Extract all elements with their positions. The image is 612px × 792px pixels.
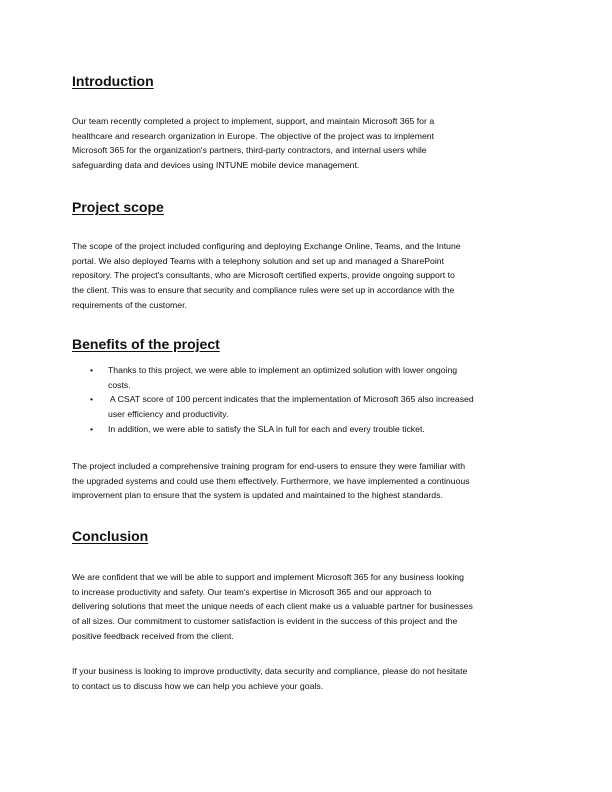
bullet-item [90, 392, 474, 421]
bullet-icon: • [90, 423, 94, 434]
paragraph [72, 239, 461, 312]
text-line: repository. The project's consultants, who are Microsoft certified experts, provide ongoing support to [72, 270, 455, 281]
paragraph [72, 114, 434, 173]
text-line: user efficiency and productivity. [108, 409, 229, 420]
text-line: of all sizes. Our commitment to customer satisfaction is evident in the success of this project and the [72, 616, 458, 627]
section-heading: Project scope [72, 199, 164, 215]
text-line: In addition, we were able to satisfy the SLA in full for each and every trouble ticket. [108, 423, 425, 434]
text-line: the client. This was to ensure that security and compliance rules were set up in accordance with the [72, 285, 455, 296]
bullet-icon: • [90, 394, 94, 405]
text-line: improvement plan to ensure that the system is updated and maintained to the highest standards. [72, 490, 443, 501]
text-line: The scope of the project included configuring and deploying Exchange Online, Teams, and the Intune [72, 241, 461, 251]
text-line: positive feedback received from the client. [72, 630, 234, 641]
text-line: safeguarding data and devices using INTUNE mobile device management. [72, 160, 360, 171]
text-line: The project included a comprehensive training program for end-users to ensure they were familiar with [72, 461, 466, 471]
section-heading: Benefits of the project [72, 336, 220, 352]
text-line: We are confident that we will be able to support and implement Microsoft 365 for any business looking [72, 572, 464, 582]
section-heading: Introduction [72, 73, 154, 89]
text-line: portal. We also deployed Teams with a telephony solution and set up and managed a SharePoint [72, 255, 445, 266]
paragraph [72, 570, 473, 643]
paragraph [72, 459, 470, 503]
text-line: the upgraded systems and could use them effectively. Furthermore, we have implemented a continuous [72, 475, 470, 486]
text-line: to contact us to discuss how we can help you achieve your goals. [72, 680, 324, 691]
text-line: requirements of the customer. [72, 299, 187, 310]
paragraph [72, 664, 467, 693]
text-line: Thanks to this project, we were able to implement an optimized solution with lower ongoing [108, 365, 458, 375]
text-line: healthcare and research organization in Europe. The objective of the project was to implement [72, 130, 435, 141]
text-line: delivering solutions that meet the unique needs of each client make us a valuable partner for businesses [72, 601, 473, 612]
text-line: to increase productivity and safety. Our team's expertise in Microsoft 365 and our approach to [72, 586, 432, 597]
bullet-list [90, 363, 474, 436]
text-line: A CSAT score of 100 percent indicates that the implementation of Microsoft 365 also increased [108, 394, 474, 405]
text-line: Our team recently completed a project to implement, support, and maintain Microsoft 365 for a [72, 116, 435, 126]
bullet-item [90, 363, 474, 392]
bullet-icon: • [90, 365, 94, 375]
section-heading: Conclusion [72, 528, 149, 544]
text-line: costs. [108, 379, 131, 390]
text-line: Microsoft 365 for the organization's partners, third-party contractors, and internal users while [72, 145, 427, 156]
text-line: If your business is looking to improve productivity, data security and compliance, please do not hesitate [72, 666, 468, 676]
bullet-item [90, 422, 474, 437]
